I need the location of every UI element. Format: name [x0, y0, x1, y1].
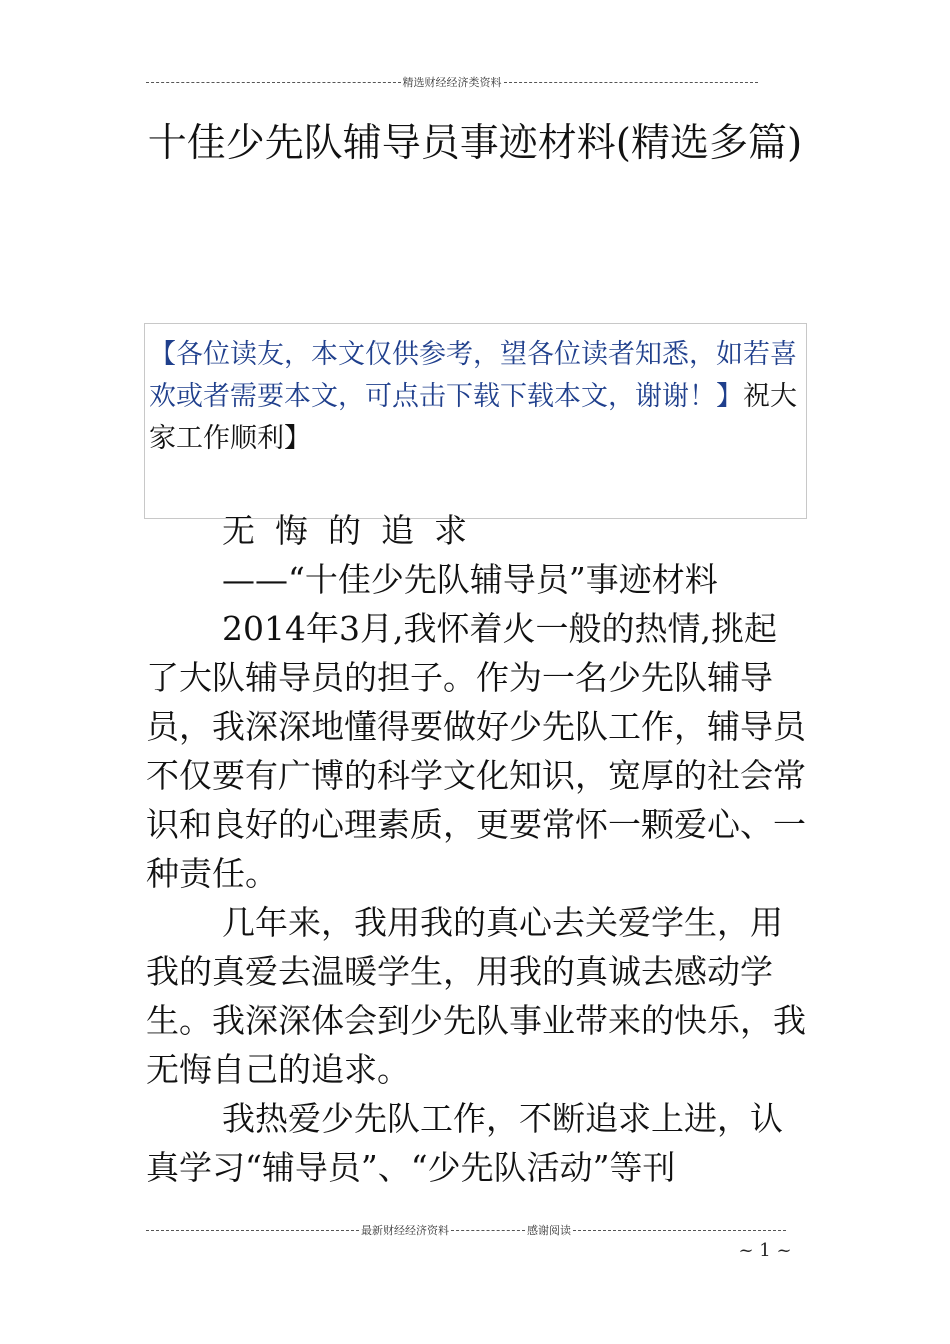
header-label: 精选财经经济类资料 [402, 76, 502, 89]
document-title: 十佳少先队辅导员事迹材料(精选多篇) [147, 121, 803, 166]
article-subtitle: ——“十佳少先队辅导员”事迹材料 [222, 560, 718, 599]
header-rule-right [504, 82, 759, 83]
article-body [146, 506, 806, 1192]
notice-box [144, 323, 807, 519]
page-number: ~ 1 ~ [738, 1240, 792, 1261]
page-header [146, 74, 758, 90]
page-footer [146, 1222, 786, 1238]
footer-label-left: 最新财经经济资料 [361, 1224, 449, 1237]
footer-rule-middle [451, 1230, 525, 1231]
notice-blue-text: 【各位读友，本文仅供参考，望各位读者知悉，如若喜欢或者需要本文，可点击下载下载本文，谢谢！】 [149, 339, 797, 412]
paragraph: 几年来，我用我的真心去关爱学生，用我的真爱去温暖学生，用我的真诚去感动学生。我深深体会到少先队事业带来的快乐，我无悔自己的追求。 [146, 903, 806, 1089]
header-rule-left [146, 82, 401, 83]
paragraph: 我热爱少先队工作，不断追求上进，认真学习“辅导员”、“少先队活动”等刊 [146, 1099, 783, 1187]
article-heading: 无悔的追求 [222, 511, 487, 550]
footer-rule-right [573, 1230, 786, 1231]
footer-label-right: 感谢阅读 [527, 1224, 571, 1237]
footer-rule-left [146, 1230, 359, 1231]
notice-black-text: 祝大家工作顺利】 [149, 381, 797, 454]
notice-text [149, 334, 799, 460]
paragraph: 2014年3月,我怀着火一般的热情,挑起了大队辅导员的担子。作为一名少先队辅导员，我深深地懂得要做好少先队工作，辅导员不仅要有广博的科学文化知识，宽厚的社会常识和良好的心理素质，更要常怀一颗爱心、一种责任。 [146, 609, 806, 893]
